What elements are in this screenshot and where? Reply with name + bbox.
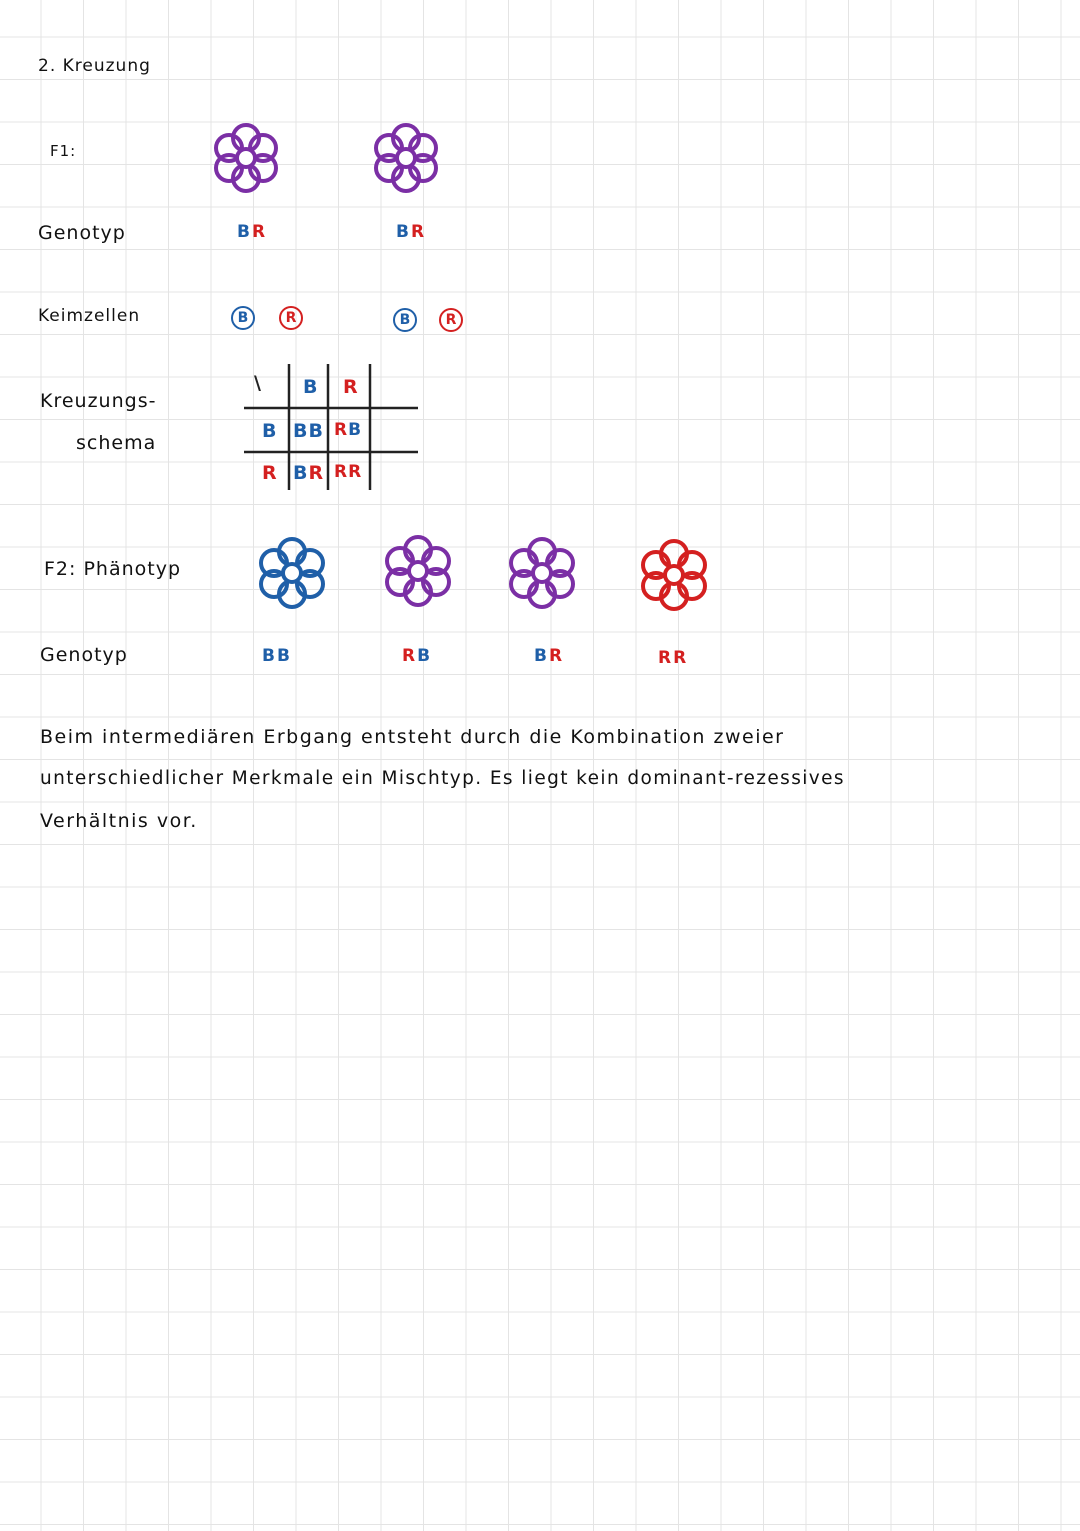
flower-icon <box>502 536 582 610</box>
f2-phaenotyp-label: F2: Phänotyp <box>44 558 182 580</box>
flower-icon <box>206 122 286 194</box>
allele-b: B <box>396 222 411 242</box>
f2-genotype-1: BB <box>262 646 292 666</box>
flower-icon <box>634 538 714 612</box>
allele-r: R <box>410 222 427 242</box>
gamete-b: B <box>393 308 417 332</box>
punnett-row-header: R <box>262 462 278 484</box>
kreuzungs-label: Kreuzungs- <box>40 390 157 412</box>
allele-b: B <box>293 462 309 484</box>
punnett-cell <box>334 420 362 440</box>
flower-icon <box>366 122 446 194</box>
f1-genotype-2 <box>396 222 426 242</box>
allele-b: B <box>534 646 549 666</box>
allele-r: R <box>334 420 349 440</box>
punnett-col-header: B <box>303 376 319 398</box>
page-title: 2. Kreuzung <box>38 56 151 76</box>
allele-b: BB <box>293 420 324 442</box>
f2-genotype-4: RR <box>658 648 689 668</box>
punnett-col-header: R <box>343 376 359 398</box>
allele-b: B <box>237 222 252 242</box>
genotyp-label: Genotyp <box>38 222 126 244</box>
allele-r: R <box>308 462 325 484</box>
allele-r: R <box>402 646 418 666</box>
allele-b: B <box>417 646 433 666</box>
gamete-r: R <box>279 306 303 330</box>
punnett-cell <box>293 462 324 484</box>
f1-label: F1: <box>50 142 77 160</box>
flower-icon <box>252 536 332 610</box>
genotyp2-label: Genotyp <box>40 644 128 666</box>
conclusion-line: Beim intermediären Erbgang entsteht durch die Kombination zweier <box>40 726 785 748</box>
conclusion-line: unterschiedlicher Merkmale ein Mischtyp. Es liegt kein dominant-rezessives <box>40 768 845 789</box>
conclusion-line: Verhältnis vor. <box>40 810 198 832</box>
punnett-row-header: B <box>262 420 278 442</box>
allele-b: B <box>348 420 363 440</box>
punnett-cell <box>293 420 324 442</box>
punnett-cell: RR <box>334 462 363 482</box>
gamete-r: R <box>439 308 463 332</box>
flower-icon <box>378 534 458 608</box>
allele-r: R <box>548 646 565 666</box>
keimzellen-label: Keimzellen <box>38 306 141 326</box>
punnett-corner: \ <box>254 372 262 394</box>
f1-genotype-1 <box>237 222 267 242</box>
schema-label: schema <box>76 432 157 454</box>
f2-genotype-2 <box>402 646 432 666</box>
allele-r: R <box>251 222 268 242</box>
gamete-b: B <box>231 306 255 330</box>
f2-genotype-3 <box>534 646 564 666</box>
